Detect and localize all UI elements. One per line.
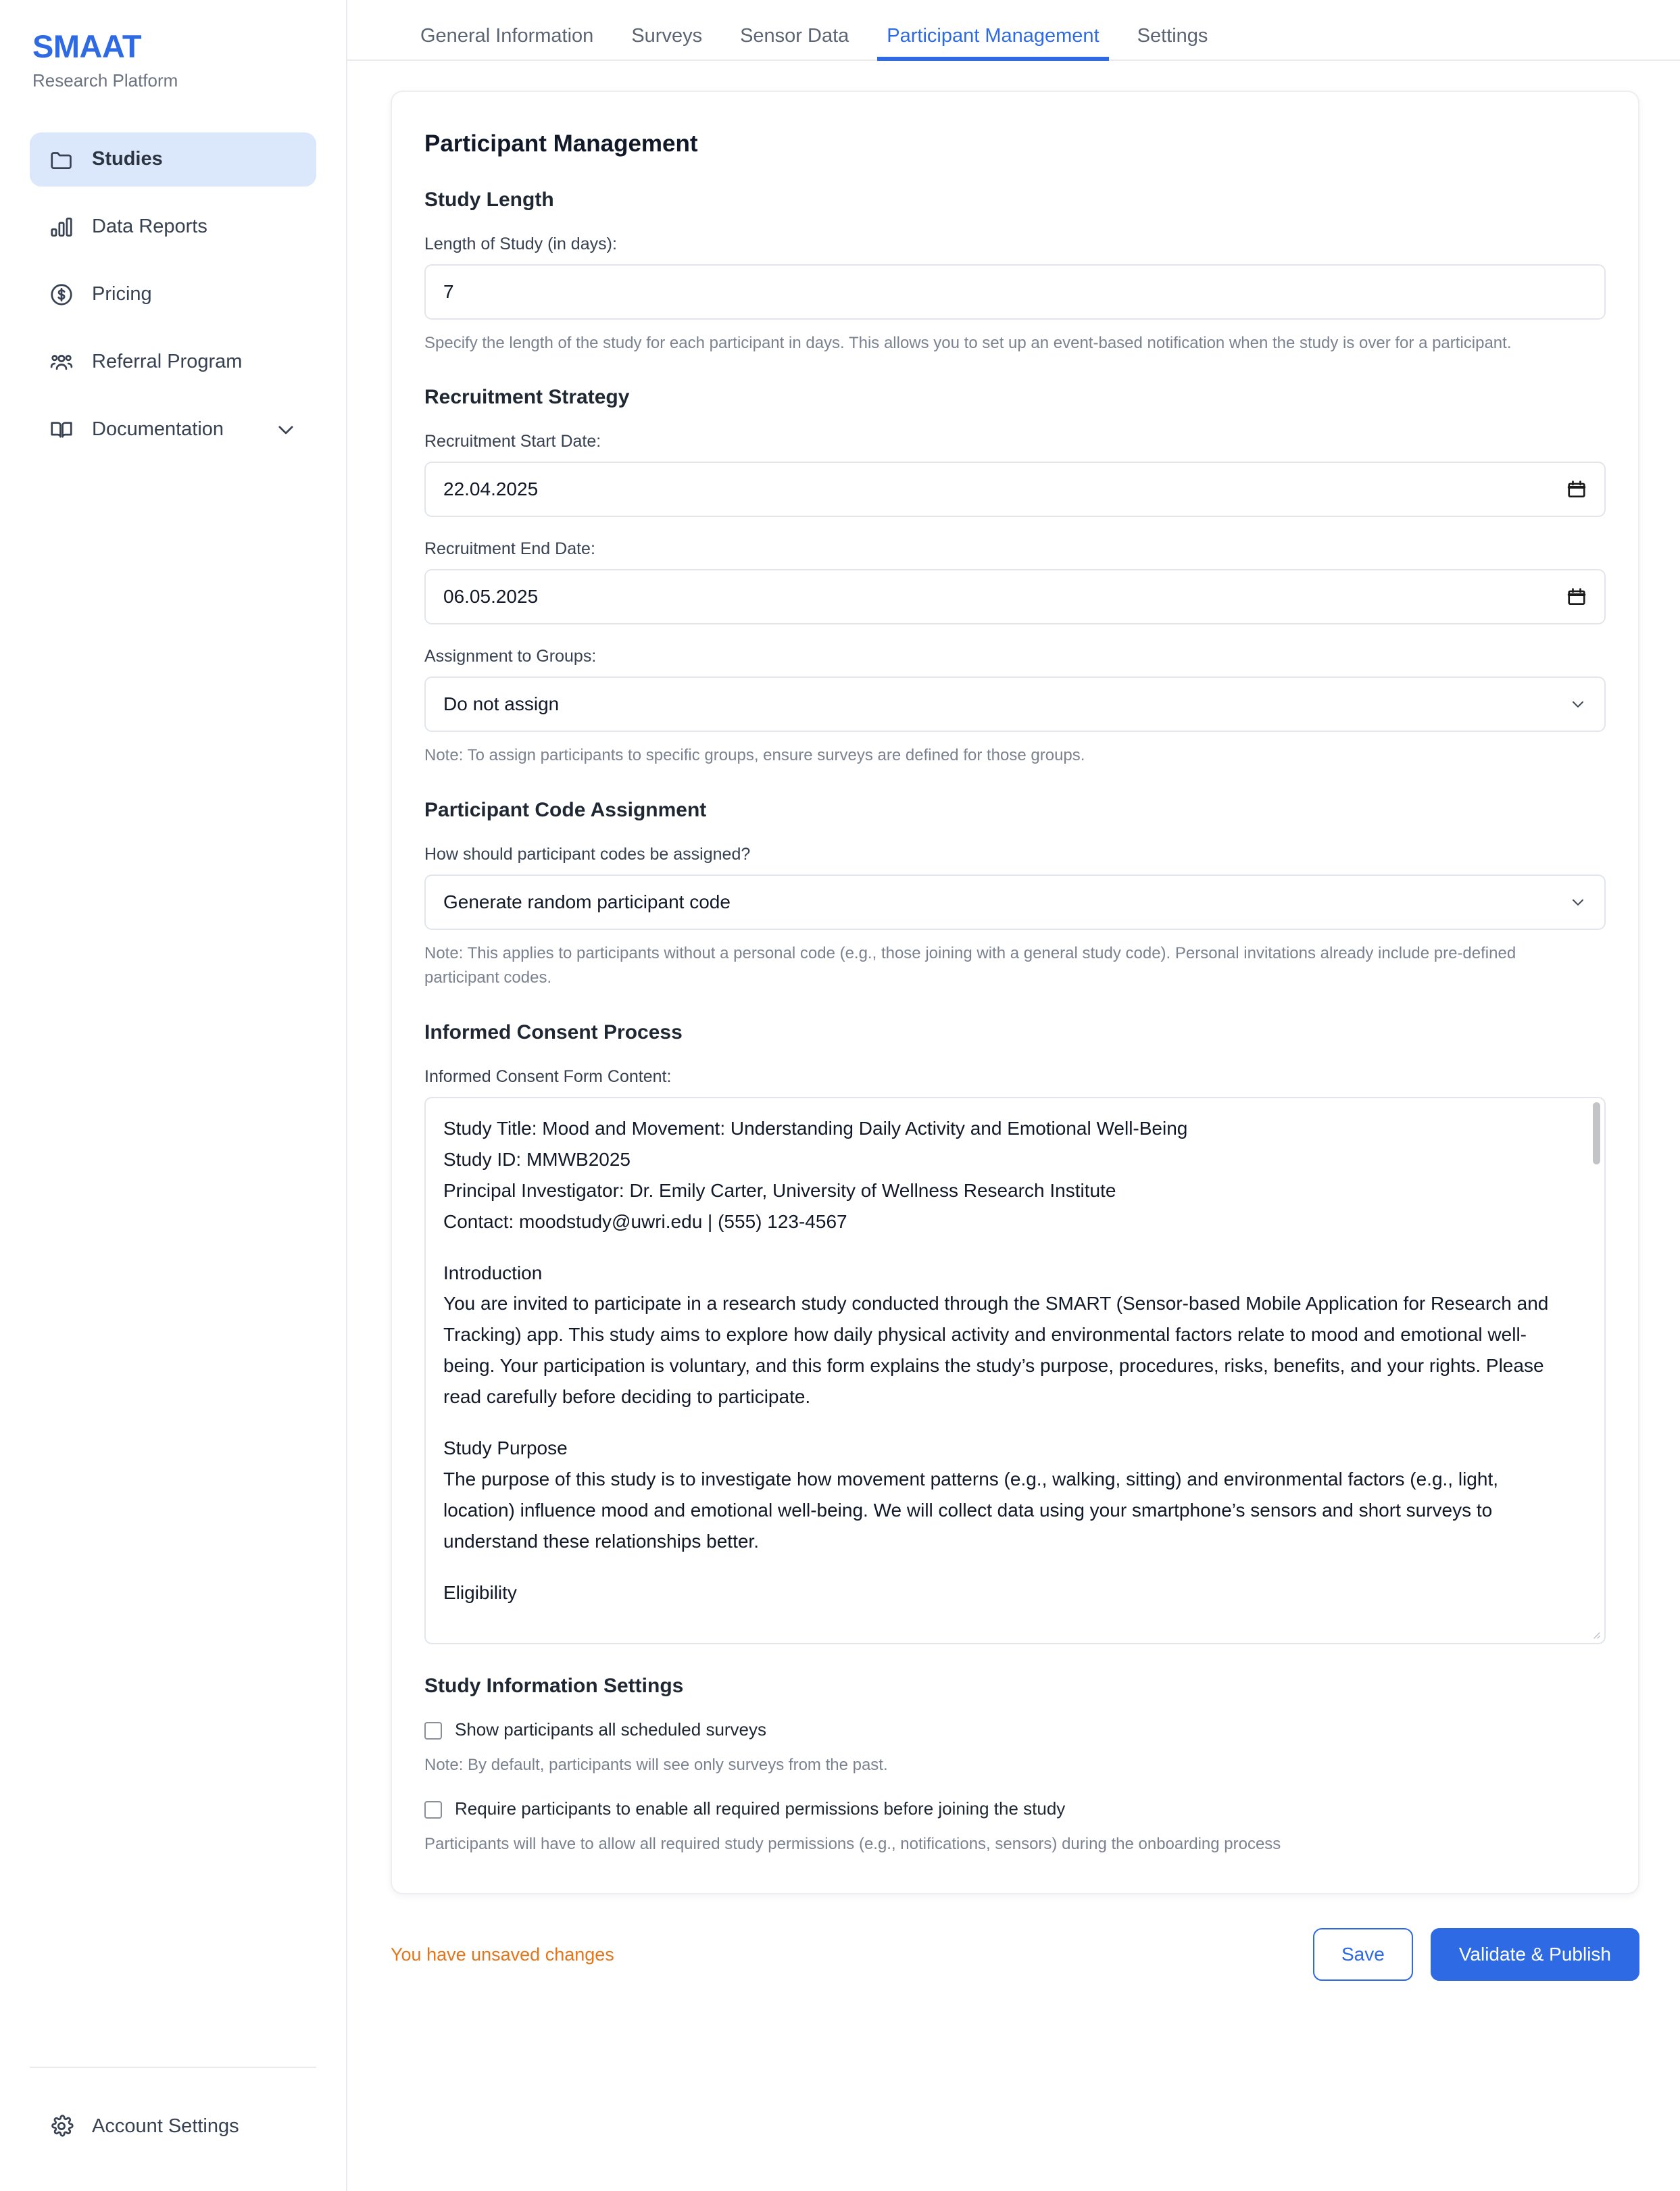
consent-line-contact: Contact: moodstudy@uwri.edu | (555) 123-4567: [443, 1210, 847, 1232]
tab-surveys[interactable]: Surveys: [631, 25, 703, 47]
bar-chart-icon: [49, 214, 74, 240]
chevron-down-icon: [1569, 695, 1587, 713]
recruitment-end-date-label: Recruitment End Date:: [424, 539, 595, 559]
recruitment-start-date-label: Recruitment Start Date:: [424, 432, 601, 451]
calendar-icon[interactable]: [1566, 586, 1587, 608]
consent-spacer: [443, 1412, 1573, 1433]
participant-management-card: [391, 91, 1639, 1894]
recruitment-start-date-value: 22.04.2025: [443, 478, 539, 500]
save-button[interactable]: Save: [1313, 1928, 1413, 1981]
assignment-to-groups-label: Assignment to Groups:: [424, 647, 597, 666]
tab-settings[interactable]: Settings: [1137, 25, 1208, 47]
calendar-icon[interactable]: [1566, 478, 1587, 500]
participant-code-value: Generate random participant code: [443, 891, 731, 912]
tab-general-information[interactable]: General Information: [420, 25, 594, 47]
participant-code-select[interactable]: [424, 875, 1606, 930]
page-title: Participant Management: [424, 130, 698, 157]
require-permissions-row[interactable]: [424, 1798, 1606, 1821]
dollar-circle-icon: [49, 282, 74, 307]
chevron-down-icon[interactable]: [274, 418, 297, 441]
brand: [0, 30, 346, 91]
sidebar-spacer: [0, 457, 346, 2067]
sidebar-item-label: Referral Program: [92, 351, 243, 373]
brand-title: SMAAT: [32, 28, 142, 64]
length-of-study-hint: Specify the length of the study for each participant in days. This allows you to set up an event-based notification when the study is over for a participant.: [424, 334, 1512, 352]
textarea-scrollbar[interactable]: [1593, 1100, 1600, 1642]
show-scheduled-surveys-note: Note: By default, participants will see only surveys from the past.: [424, 1755, 888, 1774]
sidebar-item-studies[interactable]: [30, 132, 316, 187]
section-recruitment-strategy-title: Recruitment Strategy: [424, 386, 630, 409]
users-icon: [49, 349, 74, 375]
section-study-information-settings-title: Study Information Settings: [424, 1674, 684, 1697]
tab-sensor-data[interactable]: Sensor Data: [740, 25, 849, 47]
section-study-length-title: Study Length: [424, 189, 554, 211]
sidebar-item-referral-program[interactable]: [30, 335, 316, 389]
consent-intro-body: You are invited to participate in a research study conducted through the SMART (Sensor-based Mobile Application for Research and Tracking) app. This study aims to explore how daily physical activity and environmental factors relate to mood and emotional well-being. Your participation is voluntary, and this form explains the study’s purpose, procedures, risks, benefits, and your rights. Please read carefully before deciding to participate.: [443, 1293, 1554, 1408]
sidebar-item-documentation[interactable]: [30, 403, 316, 457]
consent-eligibility-heading: Eligibility: [443, 1581, 517, 1603]
tab-participant-management[interactable]: Participant Management: [868, 26, 1118, 59]
sidebar-item-data-reports[interactable]: [30, 200, 316, 254]
recruitment-end-date-value: 06.05.2025: [443, 586, 539, 608]
section-informed-consent-title: Informed Consent Process: [424, 1020, 683, 1043]
brand-subtitle: Research Platform: [32, 70, 178, 91]
content-wrapper: [347, 61, 1680, 1894]
book-icon: [49, 417, 74, 443]
assignment-to-groups-value: Do not assign: [443, 693, 560, 715]
sidebar-item-label: Account Settings: [92, 2115, 239, 2137]
consent-line-study-id: Study ID: MMWB2025: [443, 1148, 631, 1170]
consent-purpose-body: The purpose of this study is to investigate how movement patterns (e.g., walking, sitting) and environmental factors (e.g., light, location) influence mood and emotional well-being. We will collect data using your smartphone’s sensors and short surveys to understand these relationships better.: [443, 1468, 1504, 1552]
show-scheduled-surveys-label: Show participants all scheduled surveys: [455, 1719, 767, 1740]
validate-and-publish-button[interactable]: Validate & Publish: [1431, 1928, 1639, 1981]
assignment-to-groups-select[interactable]: [424, 676, 1606, 732]
require-permissions-note: Participants will have to allow all required study permissions (e.g., notifications, sensors) during the onboarding process: [424, 1834, 1281, 1853]
page-footer: [347, 1894, 1680, 2021]
consent-spacer: [443, 1237, 1573, 1258]
sidebar-item-account-settings[interactable]: [30, 2099, 316, 2153]
informed-consent-textarea[interactable]: [424, 1097, 1606, 1644]
participant-code-label: How should participant codes be assigned?: [424, 844, 751, 864]
footer-actions: [1313, 1928, 1639, 1981]
sidebar-item-label: Data Reports: [92, 216, 207, 238]
main-content: [347, 0, 1680, 2191]
sidebar-footer: [0, 2067, 346, 2191]
unsaved-changes-status: You have unsaved changes: [391, 1944, 614, 1965]
participant-code-hint: Note: This applies to participants without a personal code (e.g., those joining with a general study code). Personal invitations already include pre-defined participant codes.: [424, 943, 1516, 987]
gear-icon: [49, 2113, 74, 2139]
informed-consent-label: Informed Consent Form Content:: [424, 1066, 672, 1086]
require-permissions-checkbox[interactable]: [424, 1801, 442, 1819]
informed-consent-text-content: [426, 1098, 1604, 1643]
sidebar-item-label: Documentation: [92, 418, 224, 441]
textarea-scrollbar-thumb[interactable]: [1593, 1102, 1600, 1164]
sidebar-nav: [0, 132, 346, 457]
recruitment-end-date-input[interactable]: [424, 569, 1606, 624]
consent-line-principal-investigator: Principal Investigator: Dr. Emily Carter, University of Wellness Research Institute: [443, 1179, 1116, 1201]
show-scheduled-surveys-checkbox[interactable]: [424, 1722, 442, 1740]
length-of-study-input[interactable]: 7: [424, 264, 1606, 320]
sidebar-item-label: Pricing: [92, 283, 152, 305]
recruitment-start-date-input[interactable]: [424, 462, 1606, 517]
consent-line-title: Study Title: Mood and Movement: Understanding Daily Activity and Emotional Well-Being: [443, 1117, 1188, 1139]
sidebar-divider: [30, 2067, 316, 2068]
consent-intro-heading: Introduction: [443, 1262, 543, 1283]
show-scheduled-surveys-row[interactable]: [424, 1719, 1606, 1742]
consent-purpose-heading: Study Purpose: [443, 1437, 568, 1459]
sidebar-item-label: Studies: [92, 148, 163, 170]
sidebar: [0, 0, 347, 2191]
length-of-study-label: Length of Study (in days):: [424, 235, 617, 253]
chevron-down-icon: [1569, 893, 1587, 911]
assignment-to-groups-hint: Note: To assign participants to specific groups, ensure surveys are defined for those groups.: [424, 746, 1085, 765]
resize-handle-icon[interactable]: [1590, 1629, 1601, 1640]
folder-icon: [49, 147, 74, 172]
sidebar-item-pricing[interactable]: [30, 268, 316, 322]
consent-spacer: [443, 1557, 1573, 1577]
section-participant-code-title: Participant Code Assignment: [424, 798, 707, 821]
tab-bar: [347, 0, 1680, 61]
require-permissions-label: Require participants to enable all required permissions before joining the study: [455, 1798, 1066, 1819]
